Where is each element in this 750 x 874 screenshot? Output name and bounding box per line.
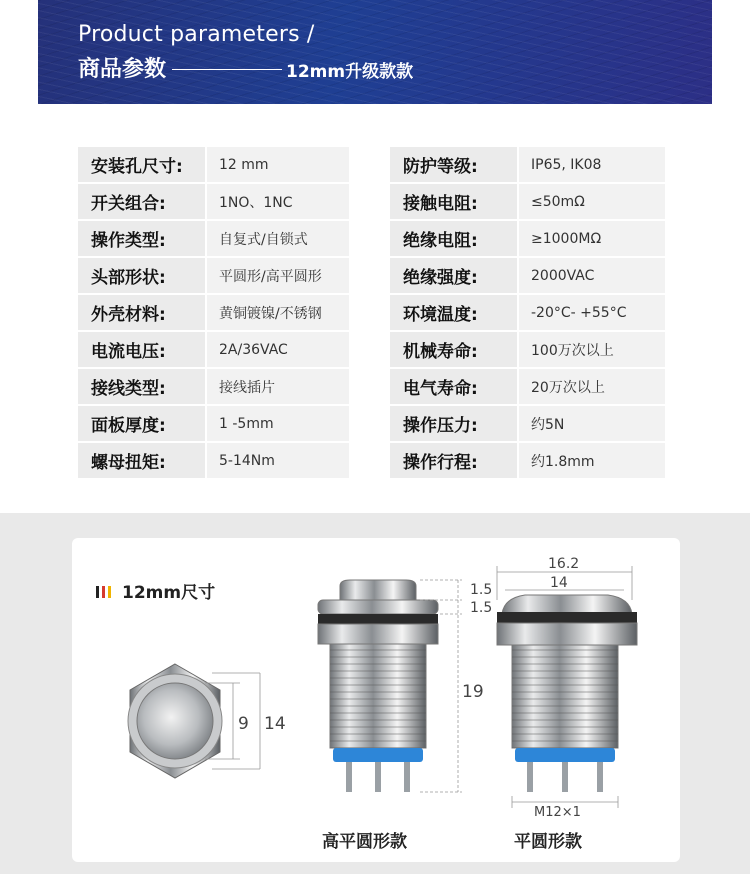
dim-inner: 9 (238, 714, 249, 734)
dim-body-length: 19 (462, 682, 484, 702)
dim-head-width: 14 (550, 575, 568, 591)
param-label: 电气寿命: (390, 369, 517, 404)
param-value: 约1.8mm (519, 443, 665, 478)
param-value: 1NO、1NC (207, 184, 349, 219)
param-value: 5-14Nm (207, 443, 349, 478)
param-label: 电流电压: (78, 332, 205, 367)
title-chinese: 商品参数 (78, 57, 167, 82)
size-title-text: 12mm尺寸 (122, 583, 216, 603)
param-label: 接触电阻: (390, 184, 517, 219)
param-value: 平圆形/高平圆形 (207, 258, 349, 293)
param-label: 接线类型: (78, 369, 205, 404)
param-value: 2A/36VAC (207, 332, 349, 367)
param-label: 绝缘强度: (390, 258, 517, 293)
param-label: 绝缘电阻: (390, 221, 517, 256)
param-label: 螺母扭矩: (78, 443, 205, 478)
param-value: 约5N (519, 406, 665, 441)
title-subtitle: 12mm升级款款 (286, 62, 414, 82)
param-value: 100万次以上 (519, 332, 665, 367)
param-value: 1 -5mm (207, 406, 349, 441)
param-value: IP65, IK08 (519, 147, 665, 182)
param-label: 头部形状: (78, 258, 205, 293)
dim-thread: M12×1 (534, 805, 581, 820)
param-value: 黄铜镀镍/不锈钢 (207, 295, 349, 330)
caption-flat: 平圆形款 (514, 832, 582, 852)
dim-flange-width: 16.2 (548, 556, 580, 572)
high-flat-button-drawing (318, 580, 492, 792)
dim-head-height-2: 1.5 (470, 600, 493, 616)
flat-button-drawing (497, 556, 637, 820)
title-english: Product parameters / (78, 22, 315, 47)
param-value: ≥1000MΩ (519, 221, 665, 256)
param-label: 操作行程: (390, 443, 517, 478)
dim-outer: 14 (264, 714, 286, 734)
param-value: 接线插片 (207, 369, 349, 404)
param-label: 操作压力: (390, 406, 517, 441)
param-value: 12 mm (207, 147, 349, 182)
caption-high-flat: 高平圆形款 (322, 832, 407, 852)
param-value: 自复式/自锁式 (207, 221, 349, 256)
param-label: 防护等级: (390, 147, 517, 182)
param-label: 机械寿命: (390, 332, 517, 367)
param-label: 操作类型: (78, 221, 205, 256)
param-value: 2000VAC (519, 258, 665, 293)
param-label: 面板厚度: (78, 406, 205, 441)
param-label: 外壳材料: (78, 295, 205, 330)
param-label: 环境温度: (390, 295, 517, 330)
param-value: 20万次以上 (519, 369, 665, 404)
dim-head-height-1: 1.5 (470, 582, 493, 598)
top-view-drawing (128, 664, 286, 778)
param-value: ≤50mΩ (519, 184, 665, 219)
param-value: -20°C- +55°C (519, 295, 665, 330)
param-label: 安装孔尺寸: (78, 147, 205, 182)
param-label: 开关组合: (78, 184, 205, 219)
